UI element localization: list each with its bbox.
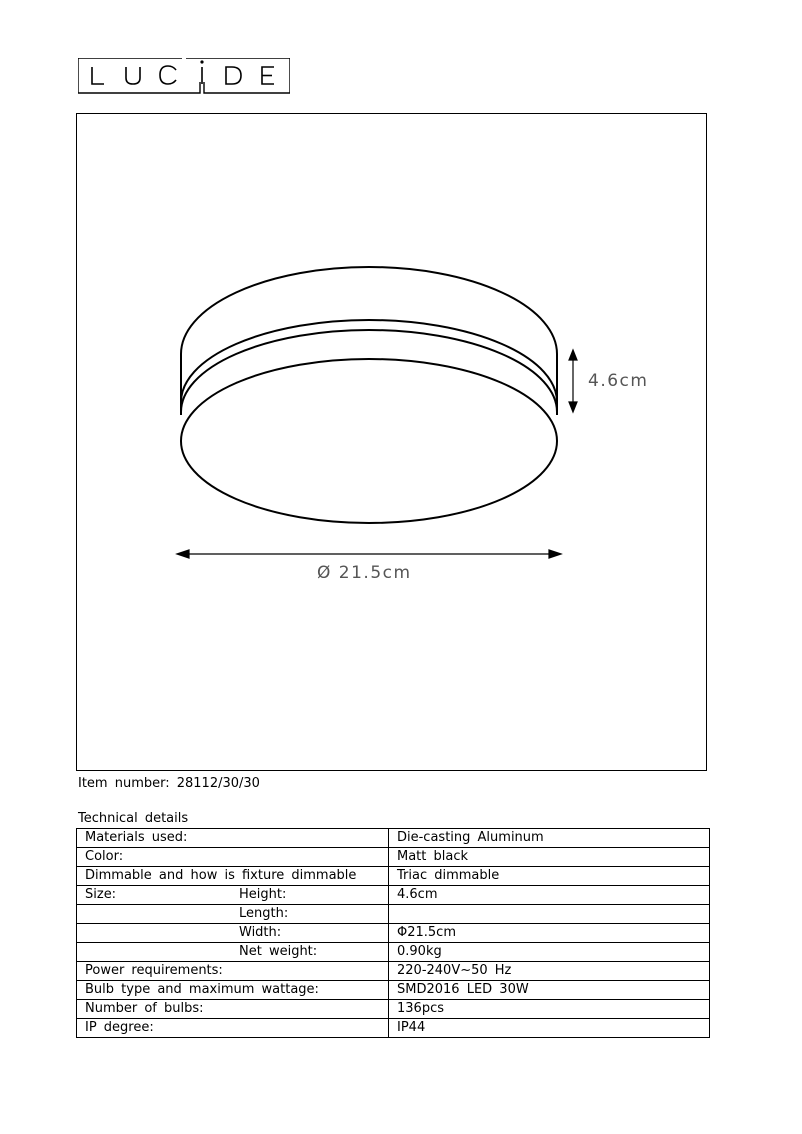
spec-row <box>77 981 710 1000</box>
height-dimension <box>569 350 577 412</box>
spec-sublabel: Width: <box>239 925 282 940</box>
spec-sublabel: Length: <box>239 906 289 921</box>
spec-label: Number of bulbs: <box>85 1001 204 1016</box>
spec-value: 4.6cm <box>389 886 710 905</box>
spec-label-cell <box>77 829 389 848</box>
spec-label: Power requirements: <box>85 963 223 978</box>
spec-label: IP degree: <box>85 1020 154 1035</box>
spec-row <box>77 848 710 867</box>
spec-label-cell <box>77 1019 389 1038</box>
spec-value: Matt black <box>389 848 710 867</box>
spec-value: 136pcs <box>389 1000 710 1019</box>
product-drawing <box>76 113 707 771</box>
spec-row <box>77 867 710 886</box>
spec-row <box>77 829 710 848</box>
spec-label: Dimmable and how is fixture dimmable <box>85 868 357 883</box>
spec-row <box>77 1019 710 1038</box>
spec-value: SMD2016 LED 30W <box>389 981 710 1000</box>
spec-row <box>77 962 710 981</box>
spec-sublabel: Net weight: <box>239 944 318 959</box>
spec-label-cell <box>77 943 389 962</box>
spec-value: 0.90kg <box>389 943 710 962</box>
diameter-dimension <box>177 550 561 558</box>
spec-label-cell <box>77 924 389 943</box>
technical-details-table <box>76 828 710 1038</box>
spec-label-cell <box>77 848 389 867</box>
spec-value: IP44 <box>389 1019 710 1038</box>
item-number: Item number: 28112/30/30 <box>78 776 260 791</box>
lamp-outline <box>181 267 557 523</box>
spec-label-cell <box>77 867 389 886</box>
spec-label-cell <box>77 962 389 981</box>
spec-label: Color: <box>85 849 124 864</box>
spec-value: 220-240V~50 Hz <box>389 962 710 981</box>
lucide-logo <box>78 58 290 94</box>
diameter-label: Ø 21.5cm <box>317 563 412 583</box>
spec-value <box>389 905 710 924</box>
spec-sublabel: Height: <box>239 887 287 902</box>
technical-details-title: Technical details <box>78 811 189 826</box>
spec-label-cell <box>77 1000 389 1019</box>
spec-row <box>77 924 710 943</box>
spec-label-cell <box>77 905 389 924</box>
spec-value: Triac dimmable <box>389 867 710 886</box>
spec-row <box>77 886 710 905</box>
spec-label-cell <box>77 981 389 1000</box>
spec-value: Φ21.5cm <box>389 924 710 943</box>
height-label: 4.6cm <box>588 371 649 391</box>
spec-label: Materials used: <box>85 830 188 845</box>
spec-row <box>77 905 710 924</box>
spec-row <box>77 943 710 962</box>
spec-label-cell <box>77 886 389 905</box>
spec-row <box>77 1000 710 1019</box>
spec-label: Size: <box>85 887 117 902</box>
spec-label: Bulb type and maximum wattage: <box>85 982 319 997</box>
spec-value: Die-casting Aluminum <box>389 829 710 848</box>
